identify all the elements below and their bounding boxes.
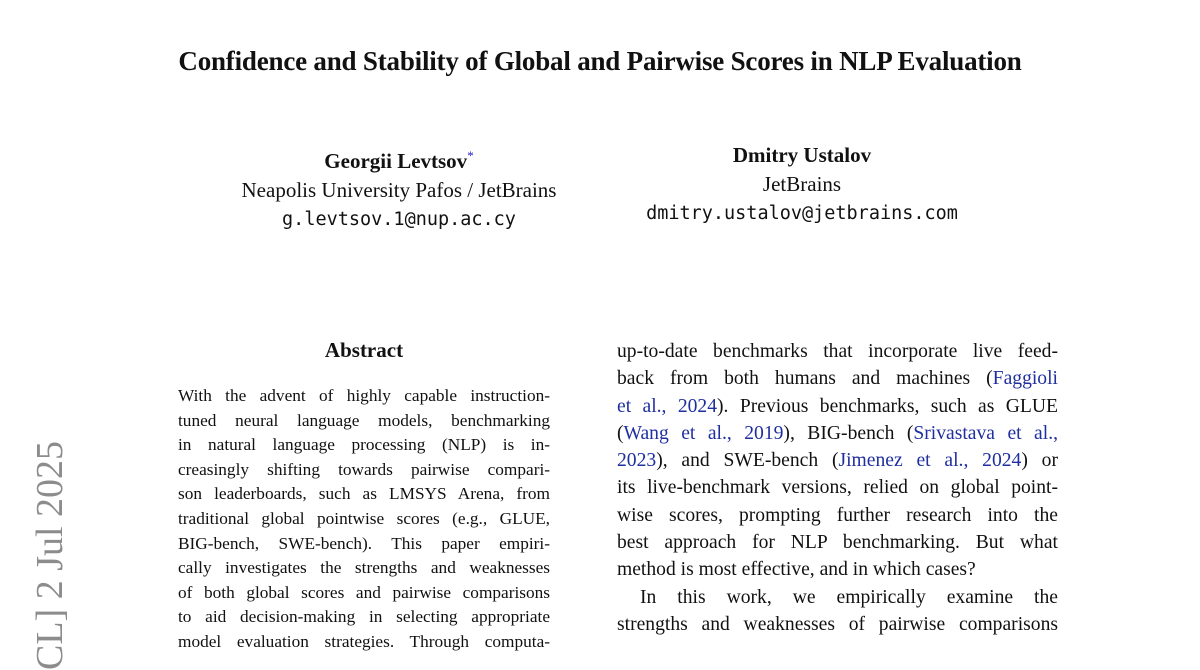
body-line: (Wang et al., 2019), BIG-bench (Srivastava et al., [617, 422, 1058, 444]
abstract-line: With the advent of highly capable instruction- [178, 386, 550, 405]
author-email: g.levtsov.1@nup.ac.cy [282, 209, 516, 230]
body-line: best approach for NLP benchmarking. But what [617, 532, 1058, 554]
citation-link[interactable]: Jimenez et al., 2024 [838, 450, 1022, 472]
abstract-body [178, 384, 550, 655]
author-name: Dmitry Ustalov [732, 143, 872, 167]
citation-link[interactable]: Wang et al., 2019 [623, 422, 784, 444]
author-block-2 [612, 141, 992, 228]
author-email: dmitry.ustalov@jetbrains.com [646, 203, 958, 224]
author-block-1 [199, 141, 599, 234]
body-line: back from both humans and machines (Faggioli [617, 368, 1058, 390]
citation-link[interactable]: Faggioli [992, 368, 1058, 390]
body-line: wise scores, prompting further research into the [617, 504, 1058, 526]
body-column [617, 338, 1058, 638]
abstract-line: traditional global pointwise scores (e.g., GLUE, [178, 508, 550, 528]
abstract-line: BIG-bench, SWE-bench). This paper empiri- [178, 533, 550, 553]
abstract-line: cally investigates the strengths and weaknesses [178, 558, 550, 578]
abstract-line: in natural language processing (NLP) is in- [178, 435, 550, 455]
author-name: Georgii Levtsov* [324, 148, 474, 173]
body-line: method is most effective, and in which cases? [617, 559, 976, 581]
body-line: et al., 2024). Previous benchmarks, such as GLUE [617, 395, 1058, 417]
paper-title: Confidence and Stability of Global and Pairwise Scores in NLP Evaluation [178, 46, 1022, 76]
body-line: In this work, we empirically examine the [640, 586, 1058, 608]
footnote-mark[interactable]: * [467, 148, 474, 163]
abstract-line: of both global scores and pairwise comparisons [178, 582, 550, 602]
body-line: its live-benchmark versions, relied on global point- [617, 477, 1058, 499]
arxiv-stamp: CL] 2 Jul 2025 [29, 440, 71, 670]
abstract-line: model evaluation strategies. Through computa- [178, 631, 550, 651]
author-affiliation: JetBrains [762, 172, 842, 196]
body-line: up-to-date benchmarks that incorporate live feed- [617, 341, 1058, 362]
body-line: strengths and weaknesses of pairwise comparisons [617, 613, 1058, 635]
citation-link[interactable]: et al., 2024 [617, 395, 718, 417]
author-affiliation: Neapolis University Pafos / JetBrains [241, 178, 557, 202]
citation-link[interactable]: 2023 [617, 450, 657, 472]
body-line: 2023), and SWE-bench (Jimenez et al., 2024) or [617, 450, 1058, 472]
abstract-line: creasingly shifting towards pairwise compari- [178, 459, 550, 479]
citation-link[interactable]: Srivastava et al., [913, 422, 1058, 444]
abstract-line: to aid decision-making in selecting appropriate [178, 607, 550, 627]
abstract-line: son leaderboards, such as LMSYS Arena, from [178, 484, 550, 504]
abstract-heading: Abstract [324, 338, 404, 362]
abstract-line: tuned neural language models, benchmarking [178, 410, 550, 430]
